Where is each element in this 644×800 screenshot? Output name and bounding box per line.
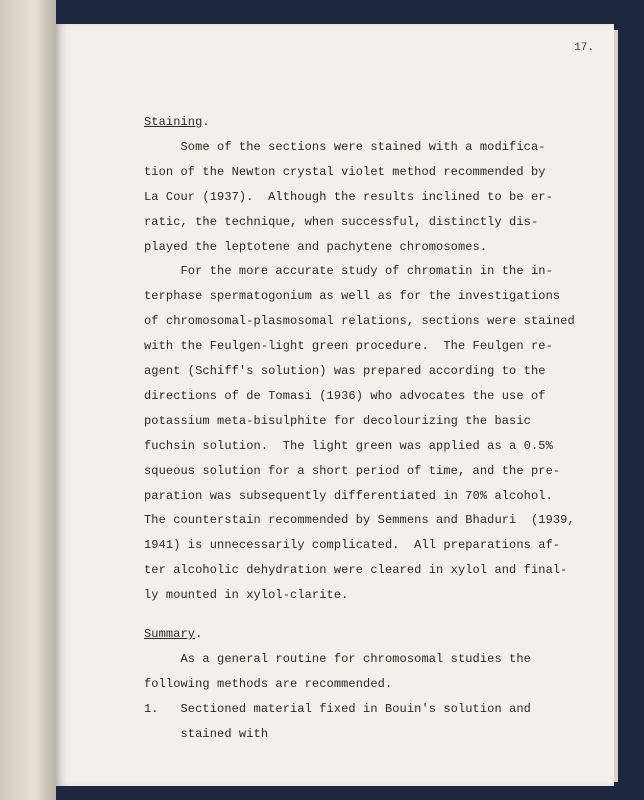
text-line: following methods are recommended. — [144, 676, 393, 691]
left-page-edge — [0, 0, 56, 800]
text-line: directions of de Tomasi (1936) who advocates the use of — [144, 388, 546, 403]
text-line: 1. Sectioned material fixed in Bouin's solution and — [144, 701, 531, 716]
text-line: agent (Schiff's solution) was prepared according to the — [144, 364, 546, 378]
text-line: The counterstain recommended by Semmens and Bhaduri (1939, — [144, 513, 575, 528]
text-line: ly mounted in xylol-clarite. — [144, 588, 349, 603]
text-line: paration was subsequently differentiated in 70% alcohol. — [144, 488, 553, 503]
text-line: played the leptotene and pachytene chromosomes. — [144, 239, 488, 254]
section-heading: Summary. — [144, 627, 203, 641]
text-line: fuchsin solution. The light green was applied as a 0.5% — [144, 438, 553, 453]
text-line: tion of the Newton crystal violet method recommended by — [144, 164, 546, 179]
text-line: of chromosomal-plasmosomal relations, sections were stained — [144, 314, 575, 329]
text-line: squeous solution for a short period of time, and the pre- — [144, 463, 561, 478]
text-line: La Cour (1937). Although the results inclined to be er- — [144, 189, 553, 204]
text-line: stained with — [144, 726, 269, 741]
text-line: with the Feulgen-light green procedure. The Feulgen re- — [144, 339, 553, 354]
text-line: 1941) is unnecessarily complicated. All preparations af- — [144, 538, 561, 553]
section-heading: Staining. — [144, 115, 210, 129]
text-line: ratic, the technique, when successful, distinctly dis- — [144, 214, 539, 229]
text-line: potassium meta-bisulphite for decolourizing the basic — [144, 413, 531, 428]
text-line: ter alcoholic dehydration were cleared in xylol and final- — [144, 563, 568, 578]
page-number: 17. — [574, 42, 594, 54]
document-page — [56, 24, 614, 786]
text-line: As a general routine for chromosomal studies the — [144, 651, 531, 666]
text-line: terphase spermatogonium as well as for the investigations — [144, 289, 561, 304]
text-line: Some of the sections were stained with a modifica- — [144, 139, 546, 154]
section-heading-text: Staining — [144, 115, 203, 129]
text-line: For the more accurate study of chromatin in the in- — [144, 264, 553, 279]
section-heading-text: Summary — [144, 627, 196, 641]
